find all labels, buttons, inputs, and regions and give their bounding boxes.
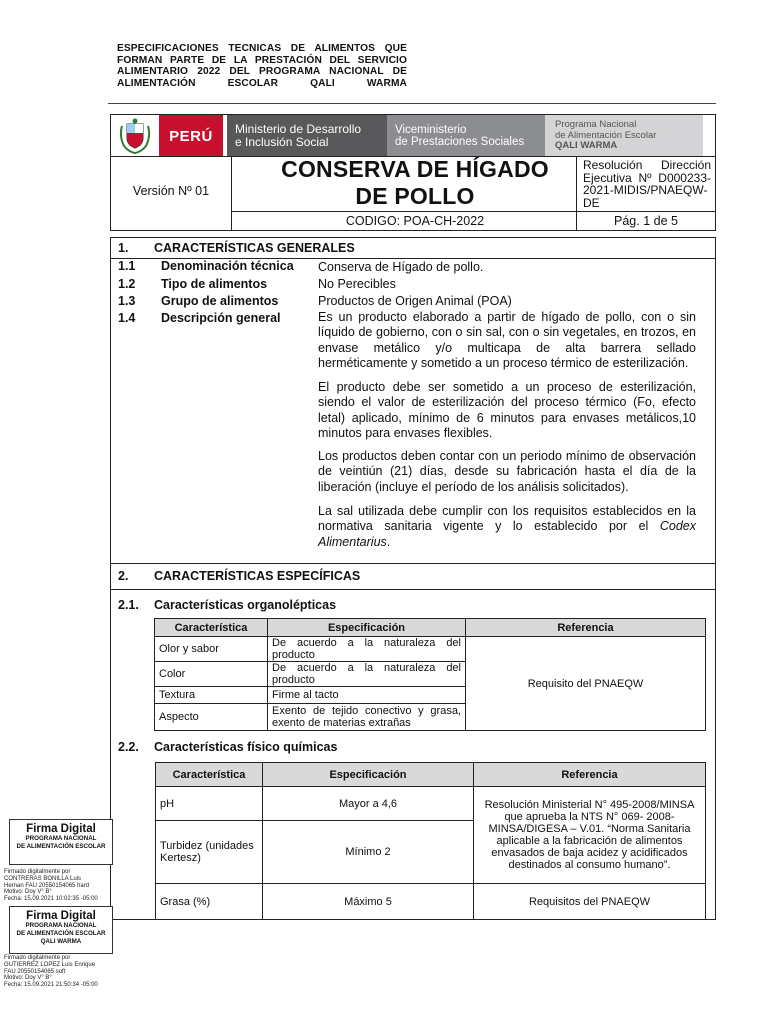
row-1-2-value: No Perecibles	[318, 277, 396, 291]
table1-cell-esp: De acuerdo a la naturaleza del producto	[268, 637, 466, 662]
salt-text: La sal utilizada debe cumplir con los requisitos establecidos en la normativa sanitaria vigente y lo establecido por el	[318, 504, 696, 534]
table1-cell-car: Textura	[155, 687, 268, 704]
programa-line-1: Programa Nacional	[555, 119, 637, 131]
header-divider	[108, 103, 716, 104]
row-1-4-label: Descripción general	[161, 311, 281, 325]
header-rule-2	[231, 211, 716, 212]
table1-cell-car: Olor y sabor	[155, 637, 268, 662]
section2-rule	[110, 589, 716, 590]
row-1-3-value: Productos de Origen Animal (POA)	[318, 294, 512, 308]
section1-title: CARACTERÍSTICAS GENERALES	[154, 241, 355, 255]
row-1-3-label: Grupo de alimentos	[161, 294, 279, 308]
product-title-line-2: DE POLLO	[355, 183, 475, 209]
row-1-1-number: 1.1	[118, 259, 136, 273]
viceministerio-line-2: de Prestaciones Sociales	[395, 136, 525, 148]
digital-signature-stamp-1	[9, 819, 113, 865]
table2-cell-esp: Mínimo 2	[263, 821, 474, 884]
signature-2-sub-2: DE ALIMENTACIÓN ESCOLAR	[16, 930, 106, 937]
table2-header-caracteristica: Característica	[156, 763, 263, 787]
table2-header-referencia: Referencia	[474, 763, 706, 787]
resolution-text: Resolución Dirección Ejecutiva Nº D000233-2021-MIDIS/PNAEQW-DE	[583, 158, 711, 210]
page-number: Pág. 1 de 5	[614, 214, 678, 228]
product-code: CODIGO: POA-CH-2022	[345, 214, 485, 228]
institution-banner	[111, 115, 715, 157]
table2-cell-car: pH	[156, 787, 263, 821]
peru-label: PERÚ	[159, 115, 223, 157]
section2-title: CARACTERÍSTICAS ESPECÍFICAS	[154, 569, 361, 583]
signature-1-title: Firma Digital	[26, 823, 96, 835]
table-row	[155, 637, 706, 662]
row-1-3-number: 1.3	[118, 294, 136, 308]
viceministerio-line-1: Viceministerio	[395, 123, 467, 136]
signature-1-sub-1: PROGRAMA NACIONAL	[25, 835, 97, 842]
programa-line-3: QALI WARMA	[555, 140, 618, 152]
subsection-2-2-number: 2.2.	[118, 740, 139, 754]
product-title	[270, 156, 560, 210]
header-col-1	[231, 156, 232, 231]
row-1-1-value: Conserva de Hígado de pollo.	[318, 260, 484, 274]
table2-cell-ref: Resolución Ministerial N° 495-2008/MINSA que aprueba la NTS N° 069- 2008-MINSA/DIGESA – V.01. “Norma Sanitaria aplicable a la fabricación de alimentos envasados de baja acidez y acidificados destinados al consumo humano”.	[474, 787, 706, 884]
coat-of-arms-icon	[111, 115, 159, 157]
programa-line-2: de Alimentación Escolar	[555, 129, 657, 141]
description-paragraph-3: Los productos deben contar con un periodo mínimo de observación de veintiún (21) días, desde su fabricación hasta el día de la liberación (incluye el período de los análisis solicitados).	[318, 449, 696, 494]
salt-end: .	[386, 534, 391, 549]
description-paragraph-4	[318, 504, 696, 550]
signature-2-title: Firma Digital	[26, 910, 96, 922]
row-1-4-number: 1.4	[118, 311, 136, 325]
signature-2-details: Firmado digitalmente por GUTIERREZ LOPEZ Luis Enrique FAU 20550154065 soft Motivo: Doy V° B° Fecha: 15.09.2021 21:50:34 -05:00	[4, 955, 98, 989]
table2-cell-car: Grasa (%)	[156, 884, 263, 920]
table2-header-especificacion: Especificación	[263, 763, 474, 787]
codex-text: Codex Alimentarius	[318, 519, 696, 549]
ministerio-line-1: Ministerio de Desarrollo	[235, 122, 362, 136]
row-1-2-label: Tipo de alimentos	[161, 277, 268, 291]
peru-block	[111, 115, 227, 157]
ministerio-line-2: e Inclusión Social	[235, 135, 329, 149]
table-row	[156, 884, 706, 920]
table1-cell-esp: Exento de tejido conectivo y grasa, exento de materias extrañas	[268, 704, 466, 731]
signature-2-sub-1: PROGRAMA NACIONAL	[25, 922, 97, 929]
table2-cell-esp: Mayor a 4,6	[263, 787, 474, 821]
table1-header-especificacion: Especificación	[268, 619, 466, 637]
table2-cell-ref: Requisitos del PNAEQW	[474, 884, 706, 920]
table1-cell-ref: Requisito del PNAEQW	[466, 637, 706, 731]
table-row	[156, 787, 706, 821]
signature-1-sub-2: DE ALIMENTACIÓN ESCOLAR	[16, 843, 106, 850]
section2-top-rule	[110, 563, 716, 564]
subsection-2-1-number: 2.1.	[118, 598, 139, 612]
subsection-2-2-title: Características físico químicas	[154, 740, 338, 754]
description-paragraph-1: Es un producto elaborado a partir de hígado de pollo, con o sin líquido de gobierno, con o sin sal, con o sin vegetales, en trozos, en envase metálico y/o multicapa de alta barrera sellado herméticamente y sometido a un proceso térmico de esterilización.	[318, 310, 696, 370]
row-1-2-number: 1.2	[118, 277, 136, 291]
product-title-line-1: CONSERVA DE HÍGADO	[281, 156, 549, 182]
subsection-2-1-title: Características organolépticas	[154, 598, 337, 612]
section2-number: 2.	[118, 569, 129, 583]
signature-2-sub-3: QALI WARMA	[40, 938, 82, 945]
digital-signature-stamp-2	[9, 906, 113, 954]
section1-number: 1.	[118, 241, 129, 255]
organoleptic-table	[154, 618, 706, 731]
table1-cell-car: Color	[155, 662, 268, 687]
table1-cell-esp: De acuerdo a la naturaleza del producto	[268, 662, 466, 687]
programa-block	[545, 115, 703, 157]
table2-cell-car: Turbidez (unidades Kertesz)	[156, 821, 263, 884]
table1-header-referencia: Referencia	[466, 619, 706, 637]
viceministerio-block	[387, 115, 545, 157]
document-title: ESPECIFICACIONES TECNICAS DE ALIMENTOS QUE FORMAN PARTE DE LA PRESTACIÓN DEL SERVICIO ALIMENTARIO 2022 DEL PROGRAMA NACIONAL DE ALIMENTACIÓN ESCOLAR QALI WARMA	[117, 43, 407, 89]
table1-cell-car: Aspecto	[155, 704, 268, 731]
signature-1-details: Firmado digitalmente por CONTRERAS BONILLA Luis Hernan FAU 20550154065 hard Motivo: Doy V° B° Fecha: 15.09.2021 10:02:35 -05:00	[4, 869, 98, 903]
table1-cell-esp: Firme al tacto	[268, 687, 466, 704]
version-label: Versión Nº 01	[132, 184, 210, 198]
table2-cell-esp: Máximo 5	[263, 884, 474, 920]
row-1-1-label: Denominación técnica	[161, 259, 294, 273]
description-paragraph-2: El producto debe ser sometido a un proceso de esterilización, siendo el valor de esterilización del proceso térmico (Fo, efecto letal) aplicado, mínimo de 6 minutos para envases metálicos,10 minutos para envases flexibles.	[318, 380, 696, 440]
physicochemical-table	[155, 762, 706, 920]
ministerio-block	[227, 115, 387, 157]
table1-header-caracteristica: Característica	[155, 619, 268, 637]
